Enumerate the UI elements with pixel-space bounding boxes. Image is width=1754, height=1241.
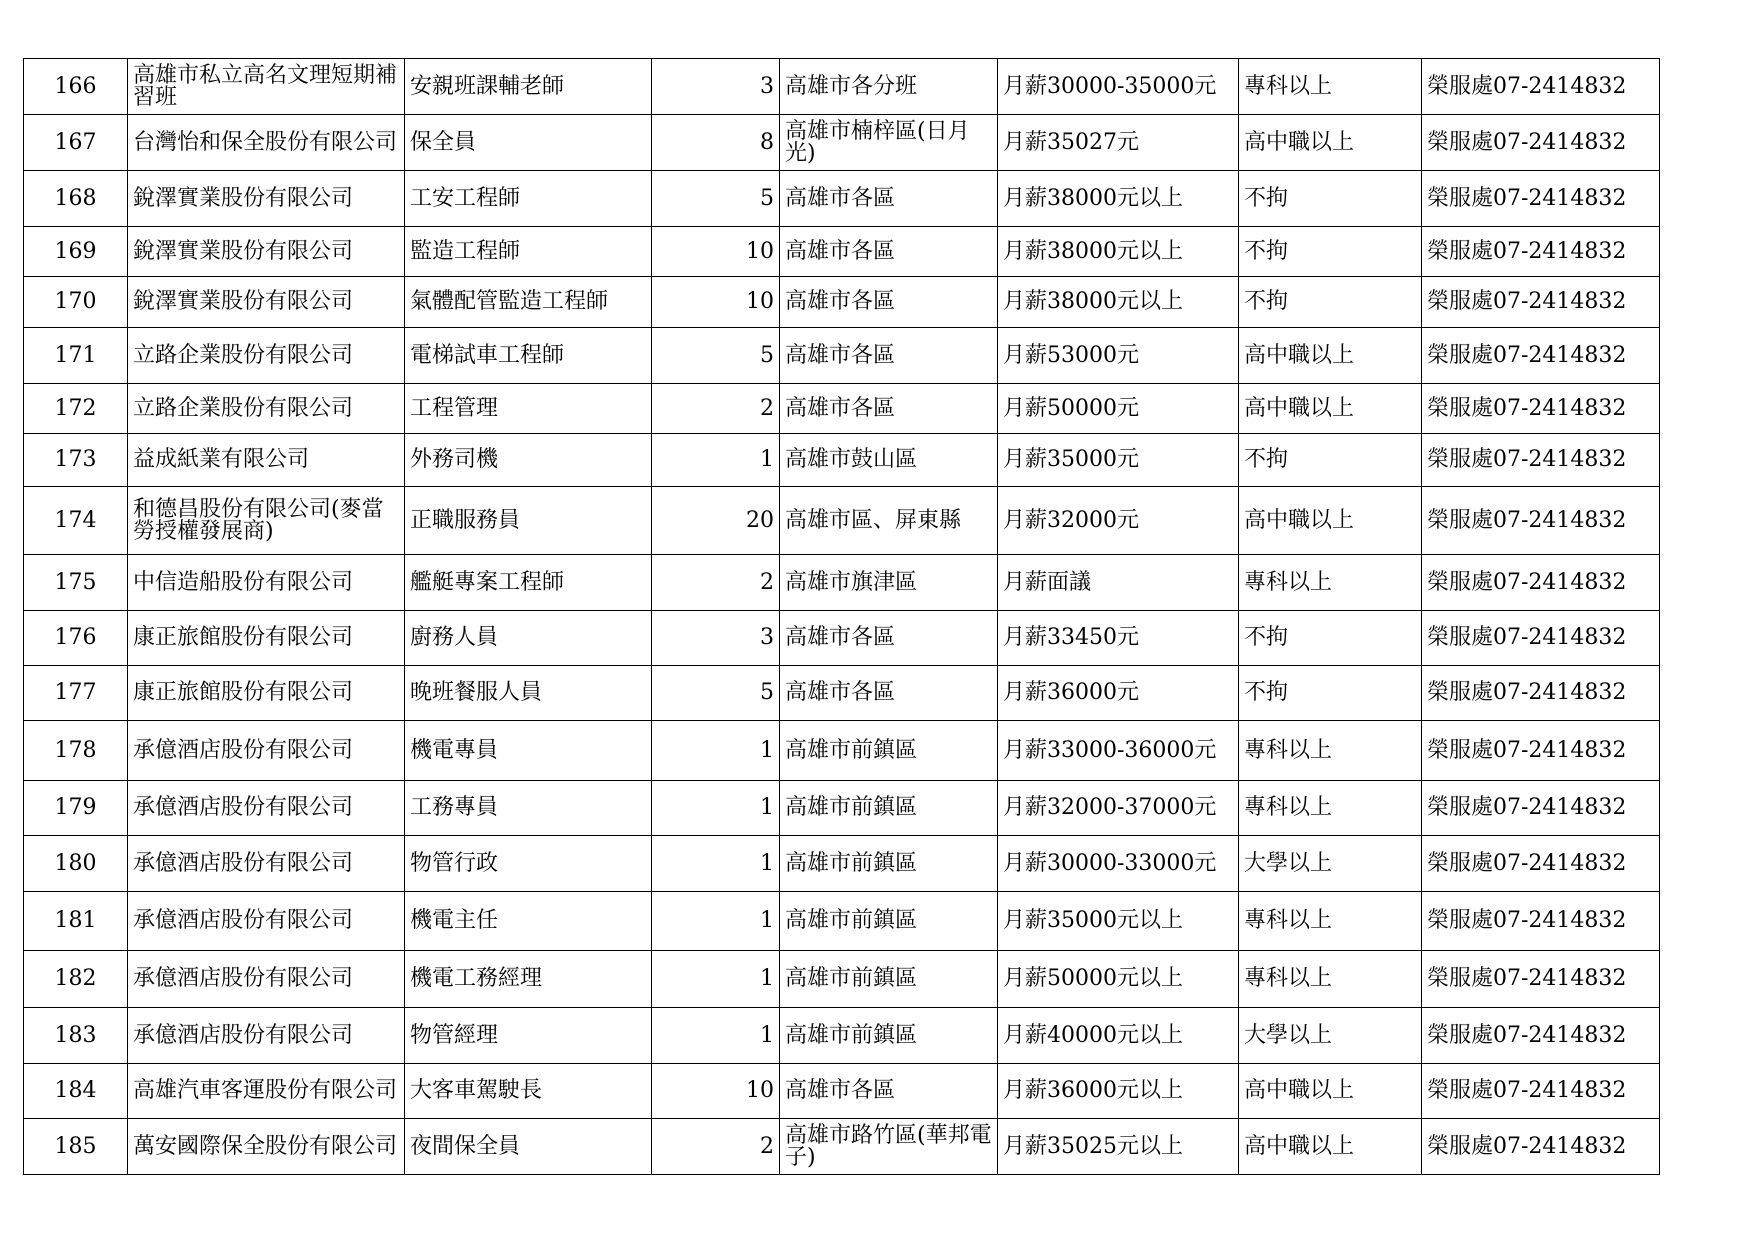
table-row — [24, 434, 1660, 487]
education-cell: 大學以上 — [1239, 836, 1422, 892]
location-cell: 高雄市各區 — [780, 277, 998, 328]
openings-count-cell: 10 — [652, 1064, 780, 1119]
salary-cell: 月薪35025元以上 — [998, 1119, 1239, 1175]
table-row — [24, 1064, 1660, 1119]
company-cell: 中信造船股份有限公司 — [128, 555, 405, 611]
salary-cell: 月薪38000元以上 — [998, 171, 1239, 227]
table-row — [24, 171, 1660, 227]
position-cell: 機電專員 — [405, 721, 652, 781]
location-cell: 高雄市楠梓區(日月光) — [780, 115, 998, 171]
company-cell: 銳澤實業股份有限公司 — [128, 227, 405, 277]
contact-cell: 榮服處07-2414832 — [1422, 1119, 1660, 1175]
position-cell: 晚班餐服人員 — [405, 666, 652, 721]
company-cell: 銳澤實業股份有限公司 — [128, 277, 405, 328]
education-cell: 專科以上 — [1239, 892, 1422, 951]
position-cell: 夜間保全員 — [405, 1119, 652, 1175]
position-cell: 機電主任 — [405, 892, 652, 951]
company-cell: 銳澤實業股份有限公司 — [128, 171, 405, 227]
table-row — [24, 277, 1660, 328]
openings-count-cell: 5 — [652, 666, 780, 721]
location-cell: 高雄市鼓山區 — [780, 434, 998, 487]
contact-cell: 榮服處07-2414832 — [1422, 836, 1660, 892]
company-cell: 台灣怡和保全股份有限公司 — [128, 115, 405, 171]
location-cell: 高雄市前鎮區 — [780, 781, 998, 836]
position-cell: 外務司機 — [405, 434, 652, 487]
row-number-cell: 180 — [24, 836, 128, 892]
contact-cell: 榮服處07-2414832 — [1422, 328, 1660, 384]
location-cell: 高雄市各區 — [780, 227, 998, 277]
location-cell: 高雄市路竹區(華邦電子) — [780, 1119, 998, 1175]
position-cell: 物管行政 — [405, 836, 652, 892]
openings-count-cell: 1 — [652, 781, 780, 836]
education-cell: 不拘 — [1239, 171, 1422, 227]
table-row — [24, 721, 1660, 781]
table-row — [24, 555, 1660, 611]
salary-cell: 月薪33450元 — [998, 611, 1239, 666]
row-number-cell: 168 — [24, 171, 128, 227]
position-cell: 電梯試車工程師 — [405, 328, 652, 384]
location-cell: 高雄市前鎮區 — [780, 721, 998, 781]
table-row — [24, 892, 1660, 951]
education-cell: 高中職以上 — [1239, 1064, 1422, 1119]
table-row — [24, 328, 1660, 384]
education-cell: 高中職以上 — [1239, 384, 1422, 434]
row-number-cell: 184 — [24, 1064, 128, 1119]
table-row — [24, 611, 1660, 666]
salary-cell: 月薪35000元 — [998, 434, 1239, 487]
table-row — [24, 384, 1660, 434]
contact-cell: 榮服處07-2414832 — [1422, 892, 1660, 951]
row-number-cell: 170 — [24, 277, 128, 328]
position-cell: 工程管理 — [405, 384, 652, 434]
row-number-cell: 167 — [24, 115, 128, 171]
openings-count-cell: 1 — [652, 951, 780, 1008]
row-number-cell: 183 — [24, 1008, 128, 1064]
education-cell: 不拘 — [1239, 227, 1422, 277]
position-cell: 艦艇專案工程師 — [405, 555, 652, 611]
position-cell: 安親班課輔老師 — [405, 59, 652, 115]
salary-cell: 月薪50000元以上 — [998, 951, 1239, 1008]
table-row — [24, 227, 1660, 277]
location-cell: 高雄市前鎮區 — [780, 836, 998, 892]
contact-cell: 榮服處07-2414832 — [1422, 434, 1660, 487]
row-number-cell: 182 — [24, 951, 128, 1008]
salary-cell: 月薪53000元 — [998, 328, 1239, 384]
location-cell: 高雄市前鎮區 — [780, 1008, 998, 1064]
table-row — [24, 951, 1660, 1008]
education-cell: 不拘 — [1239, 277, 1422, 328]
company-cell: 承億酒店股份有限公司 — [128, 721, 405, 781]
education-cell: 專科以上 — [1239, 721, 1422, 781]
contact-cell: 榮服處07-2414832 — [1422, 384, 1660, 434]
position-cell: 監造工程師 — [405, 227, 652, 277]
salary-cell: 月薪面議 — [998, 555, 1239, 611]
location-cell: 高雄市各分班 — [780, 59, 998, 115]
location-cell: 高雄市前鎮區 — [780, 951, 998, 1008]
salary-cell: 月薪35027元 — [998, 115, 1239, 171]
position-cell: 大客車駕駛長 — [405, 1064, 652, 1119]
contact-cell: 榮服處07-2414832 — [1422, 555, 1660, 611]
position-cell: 正職服務員 — [405, 487, 652, 555]
company-cell: 承億酒店股份有限公司 — [128, 781, 405, 836]
company-cell: 高雄市私立高名文理短期補習班 — [128, 59, 405, 115]
row-number-cell: 178 — [24, 721, 128, 781]
salary-cell: 月薪38000元以上 — [998, 277, 1239, 328]
openings-count-cell: 2 — [652, 384, 780, 434]
row-number-cell: 171 — [24, 328, 128, 384]
company-cell: 康正旅館股份有限公司 — [128, 666, 405, 721]
table-row — [24, 1119, 1660, 1175]
row-number-cell: 173 — [24, 434, 128, 487]
education-cell: 高中職以上 — [1239, 328, 1422, 384]
table-row — [24, 781, 1660, 836]
openings-count-cell: 10 — [652, 227, 780, 277]
job-listing-table — [23, 58, 1660, 1175]
salary-cell: 月薪32000-37000元 — [998, 781, 1239, 836]
openings-count-cell: 8 — [652, 115, 780, 171]
education-cell: 高中職以上 — [1239, 1119, 1422, 1175]
table-row — [24, 666, 1660, 721]
company-cell: 和德昌股份有限公司(麥當勞授權發展商) — [128, 487, 405, 555]
location-cell: 高雄市各區 — [780, 611, 998, 666]
location-cell: 高雄市各區 — [780, 171, 998, 227]
contact-cell: 榮服處07-2414832 — [1422, 666, 1660, 721]
company-cell: 承億酒店股份有限公司 — [128, 892, 405, 951]
education-cell: 高中職以上 — [1239, 487, 1422, 555]
education-cell: 高中職以上 — [1239, 115, 1422, 171]
row-number-cell: 179 — [24, 781, 128, 836]
contact-cell: 榮服處07-2414832 — [1422, 59, 1660, 115]
openings-count-cell: 5 — [652, 328, 780, 384]
education-cell: 專科以上 — [1239, 781, 1422, 836]
company-cell: 立路企業股份有限公司 — [128, 384, 405, 434]
location-cell: 高雄市前鎮區 — [780, 892, 998, 951]
salary-cell: 月薪40000元以上 — [998, 1008, 1239, 1064]
row-number-cell: 166 — [24, 59, 128, 115]
contact-cell: 榮服處07-2414832 — [1422, 171, 1660, 227]
contact-cell: 榮服處07-2414832 — [1422, 487, 1660, 555]
contact-cell: 榮服處07-2414832 — [1422, 1064, 1660, 1119]
row-number-cell: 174 — [24, 487, 128, 555]
salary-cell: 月薪30000-35000元 — [998, 59, 1239, 115]
salary-cell: 月薪32000元 — [998, 487, 1239, 555]
table-row — [24, 487, 1660, 555]
salary-cell: 月薪33000-36000元 — [998, 721, 1239, 781]
salary-cell: 月薪30000-33000元 — [998, 836, 1239, 892]
table-row — [24, 59, 1660, 115]
salary-cell: 月薪38000元以上 — [998, 227, 1239, 277]
openings-count-cell: 2 — [652, 555, 780, 611]
openings-count-cell: 20 — [652, 487, 780, 555]
location-cell: 高雄市旗津區 — [780, 555, 998, 611]
education-cell: 專科以上 — [1239, 59, 1422, 115]
location-cell: 高雄市各區 — [780, 1064, 998, 1119]
position-cell: 工安工程師 — [405, 171, 652, 227]
row-number-cell: 177 — [24, 666, 128, 721]
education-cell: 大學以上 — [1239, 1008, 1422, 1064]
company-cell: 立路企業股份有限公司 — [128, 328, 405, 384]
location-cell: 高雄市各區 — [780, 666, 998, 721]
row-number-cell: 172 — [24, 384, 128, 434]
company-cell: 承億酒店股份有限公司 — [128, 1008, 405, 1064]
position-cell: 工務專員 — [405, 781, 652, 836]
location-cell: 高雄市區、屏東縣 — [780, 487, 998, 555]
company-cell: 承億酒店股份有限公司 — [128, 951, 405, 1008]
table-row — [24, 115, 1660, 171]
position-cell: 機電工務經理 — [405, 951, 652, 1008]
openings-count-cell: 10 — [652, 277, 780, 328]
openings-count-cell: 1 — [652, 836, 780, 892]
position-cell: 廚務人員 — [405, 611, 652, 666]
education-cell: 不拘 — [1239, 666, 1422, 721]
education-cell: 專科以上 — [1239, 951, 1422, 1008]
location-cell: 高雄市各區 — [780, 384, 998, 434]
contact-cell: 榮服處07-2414832 — [1422, 277, 1660, 328]
position-cell: 氣體配管監造工程師 — [405, 277, 652, 328]
openings-count-cell: 5 — [652, 171, 780, 227]
contact-cell: 榮服處07-2414832 — [1422, 721, 1660, 781]
salary-cell: 月薪50000元 — [998, 384, 1239, 434]
table-row — [24, 1008, 1660, 1064]
education-cell: 專科以上 — [1239, 555, 1422, 611]
contact-cell: 榮服處07-2414832 — [1422, 227, 1660, 277]
company-cell: 益成紙業有限公司 — [128, 434, 405, 487]
salary-cell: 月薪36000元 — [998, 666, 1239, 721]
position-cell: 物管經理 — [405, 1008, 652, 1064]
openings-count-cell: 3 — [652, 59, 780, 115]
company-cell: 高雄汽車客運股份有限公司 — [128, 1064, 405, 1119]
openings-count-cell: 2 — [652, 1119, 780, 1175]
location-cell: 高雄市各區 — [780, 328, 998, 384]
row-number-cell: 176 — [24, 611, 128, 666]
contact-cell: 榮服處07-2414832 — [1422, 611, 1660, 666]
openings-count-cell: 3 — [652, 611, 780, 666]
contact-cell: 榮服處07-2414832 — [1422, 951, 1660, 1008]
openings-count-cell: 1 — [652, 721, 780, 781]
education-cell: 不拘 — [1239, 434, 1422, 487]
contact-cell: 榮服處07-2414832 — [1422, 781, 1660, 836]
row-number-cell: 185 — [24, 1119, 128, 1175]
openings-count-cell: 1 — [652, 892, 780, 951]
company-cell: 康正旅館股份有限公司 — [128, 611, 405, 666]
job-table-body — [24, 59, 1660, 1175]
row-number-cell: 181 — [24, 892, 128, 951]
education-cell: 不拘 — [1239, 611, 1422, 666]
row-number-cell: 175 — [24, 555, 128, 611]
company-cell: 承億酒店股份有限公司 — [128, 836, 405, 892]
contact-cell: 榮服處07-2414832 — [1422, 115, 1660, 171]
contact-cell: 榮服處07-2414832 — [1422, 1008, 1660, 1064]
salary-cell: 月薪36000元以上 — [998, 1064, 1239, 1119]
position-cell: 保全員 — [405, 115, 652, 171]
company-cell: 萬安國際保全股份有限公司 — [128, 1119, 405, 1175]
openings-count-cell: 1 — [652, 1008, 780, 1064]
openings-count-cell: 1 — [652, 434, 780, 487]
table-row — [24, 836, 1660, 892]
salary-cell: 月薪35000元以上 — [998, 892, 1239, 951]
row-number-cell: 169 — [24, 227, 128, 277]
